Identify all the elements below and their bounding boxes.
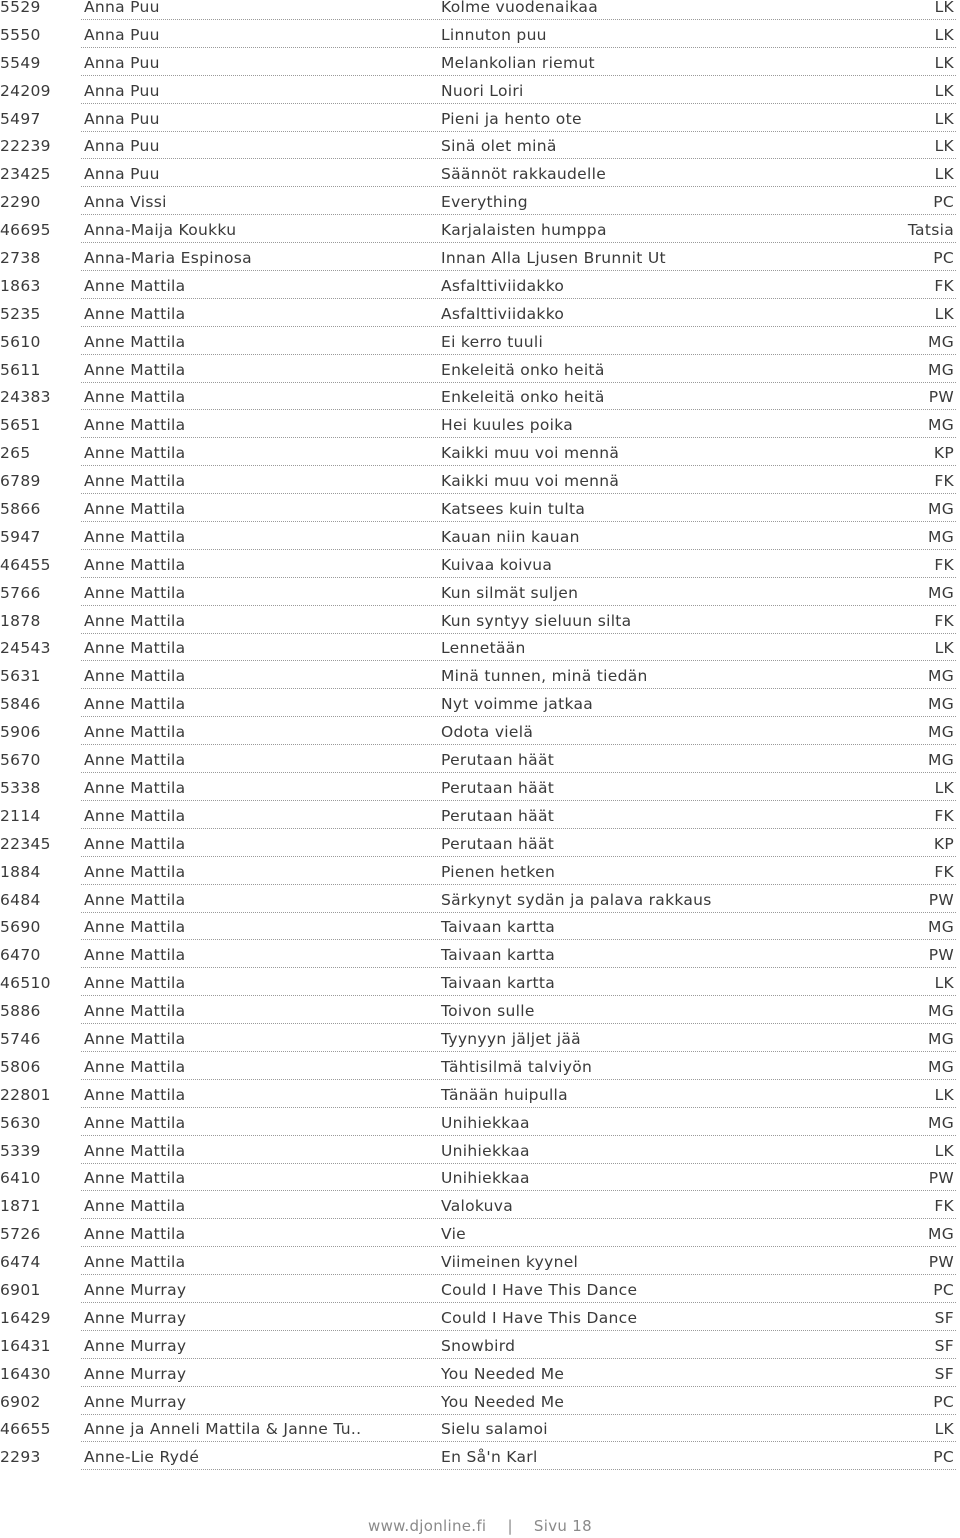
- song-title: Kuivaa koivua: [441, 555, 553, 574]
- artist-name: Anne Mattila: [84, 1113, 186, 1132]
- artist-name: Anne Mattila: [84, 1002, 186, 1021]
- table-row: [0, 1227, 960, 1255]
- song-title: Minä tunnen, minä tiedän: [441, 667, 648, 686]
- song-title: Sinä olet minä: [441, 137, 557, 156]
- table-row: [0, 474, 960, 502]
- format-code: FK: [934, 862, 954, 881]
- artist-name: Anna Puu: [84, 0, 160, 16]
- song-id: 24209: [0, 81, 51, 100]
- table-row: [0, 1255, 960, 1283]
- artist-name: Anne Murray: [84, 1280, 187, 1299]
- artist-name: Anna Puu: [84, 25, 160, 44]
- artist-name: Anne Mattila: [84, 416, 186, 435]
- format-code: LK: [934, 0, 954, 16]
- table-row: [0, 555, 960, 586]
- artist-name: Anne Mattila: [84, 946, 186, 965]
- song-id: 1871: [0, 1197, 41, 1216]
- song-id: 2114: [0, 806, 41, 825]
- song-id: 22801: [0, 1085, 51, 1104]
- song-title: Melankolian riemut: [441, 53, 595, 72]
- table-row: [0, 502, 960, 530]
- song-id: 24383: [0, 388, 51, 407]
- artist-name: Anne Mattila: [84, 332, 186, 351]
- table-row: [0, 778, 960, 809]
- song-id: 5549: [0, 53, 41, 72]
- song-id: 5610: [0, 332, 41, 351]
- table-row: [0, 976, 960, 1004]
- song-id: 5235: [0, 304, 41, 323]
- artist-name: Anne Mattila: [84, 695, 186, 714]
- artist-name: Anne Mattila: [84, 1029, 186, 1048]
- song-id: 6484: [0, 890, 41, 909]
- format-code: MG: [928, 583, 954, 602]
- table-row: [0, 1450, 960, 1478]
- song-title: Perutaan häät: [441, 751, 555, 770]
- artist-name: Anne Mattila: [84, 360, 186, 379]
- artist-name: Anne Murray: [84, 1364, 187, 1383]
- format-code: MG: [928, 1225, 954, 1244]
- artist-name: Anna Puu: [84, 109, 160, 128]
- table-row: [0, 669, 960, 697]
- format-code: MG: [928, 1029, 954, 1048]
- song-title: Särkynyt sydän ja palava rakkaus: [441, 890, 712, 909]
- table-row: [0, 1308, 960, 1339]
- artist-name: Anne Mattila: [84, 276, 186, 295]
- format-code: PC: [933, 1392, 954, 1411]
- format-code: PW: [928, 1253, 954, 1272]
- format-code: PW: [928, 388, 954, 407]
- table-row: [0, 0, 960, 28]
- song-id: 6789: [0, 472, 41, 491]
- song-title: Säännöt rakkaudelle: [441, 165, 607, 184]
- table-row: [0, 360, 960, 391]
- format-code: LK: [934, 1141, 954, 1160]
- artist-name: Anne ja Anneli Mattila & Janne Tu..: [84, 1420, 362, 1439]
- table-row: [0, 446, 960, 474]
- table-row: [0, 834, 960, 865]
- format-code: LK: [934, 304, 954, 323]
- song-id: 24543: [0, 639, 51, 658]
- song-title: Asfalttiviidakko: [441, 276, 565, 295]
- format-code: Tatsia: [907, 221, 954, 240]
- format-code: MG: [928, 332, 954, 351]
- song-title: Kun silmät suljen: [441, 583, 579, 602]
- song-title: Taivaan kartta: [441, 974, 556, 993]
- format-code: MG: [928, 527, 954, 546]
- song-id: 5339: [0, 1141, 41, 1160]
- song-title: Kaikki muu voi mennä: [441, 444, 620, 463]
- song-id: 5670: [0, 751, 41, 770]
- table-row: [0, 948, 960, 976]
- song-title: Unihiekkaa: [441, 1113, 530, 1132]
- artist-name: Anne Mattila: [84, 611, 186, 630]
- song-title: Nuori Loiri: [441, 81, 524, 100]
- song-id: 5338: [0, 778, 41, 797]
- song-title: Tyynyyn jäljet jää: [441, 1029, 581, 1048]
- table-row: [0, 611, 960, 642]
- table-row: [0, 418, 960, 446]
- table-row: [0, 920, 960, 948]
- artist-name: Anne Murray: [84, 1336, 187, 1355]
- format-code: LK: [934, 1420, 954, 1439]
- artist-name: Anne Mattila: [84, 806, 186, 825]
- song-title: Nyt voimme jatkaa: [441, 695, 594, 714]
- format-code: FK: [934, 555, 954, 574]
- song-id: 6474: [0, 1253, 41, 1272]
- format-code: SF: [934, 1336, 954, 1355]
- footer-separator: |: [507, 1517, 513, 1535]
- artist-name: Anne Mattila: [84, 1141, 186, 1160]
- song-title: Toivon sulle: [441, 1002, 535, 1021]
- song-title: You Needed Me: [441, 1392, 565, 1411]
- format-code: LK: [934, 778, 954, 797]
- artist-name: Anne-Lie Rydé: [84, 1448, 200, 1467]
- table-row: [0, 223, 960, 251]
- table-row: [0, 1336, 960, 1367]
- song-title: Perutaan häät: [441, 806, 555, 825]
- artist-name: Anne Mattila: [84, 723, 186, 742]
- artist-name: Anne Mattila: [84, 890, 186, 909]
- artist-name: Anne Mattila: [84, 918, 186, 937]
- artist-name: Anne Mattila: [84, 778, 186, 797]
- footer-page-number: Sivu 18: [533, 1517, 592, 1535]
- artist-name: Anne Mattila: [84, 388, 186, 407]
- table-row: [0, 1085, 960, 1116]
- song-title: Enkeleitä onko heitä: [441, 360, 605, 379]
- format-code: FK: [934, 472, 954, 491]
- page-footer: [0, 1517, 960, 1535]
- format-code: PW: [928, 890, 954, 909]
- artist-name: Anna Puu: [84, 81, 160, 100]
- artist-name: Anne Mattila: [84, 667, 186, 686]
- format-code: MG: [928, 751, 954, 770]
- artist-name: Anne Mattila: [84, 555, 186, 574]
- song-id: 5651: [0, 416, 41, 435]
- song-title: Kauan niin kauan: [441, 527, 580, 546]
- song-title: Pienen hetken: [441, 862, 556, 881]
- song-title: Everything: [441, 193, 528, 212]
- song-id: 23425: [0, 165, 51, 184]
- song-id: 5529: [0, 0, 41, 16]
- song-title: Tänään huipulla: [441, 1085, 568, 1104]
- format-code: PC: [933, 1280, 954, 1299]
- format-code: MG: [928, 1113, 954, 1132]
- format-code: MG: [928, 1002, 954, 1021]
- song-title: Kun syntyy sieluun silta: [441, 611, 632, 630]
- format-code: PC: [933, 1448, 954, 1467]
- song-title: Could I Have This Dance: [441, 1280, 638, 1299]
- song-title: Linnuton puu: [441, 25, 547, 44]
- table-row: [0, 1422, 960, 1450]
- song-title: Kolme vuodenaikaa: [441, 0, 599, 16]
- song-id: 6410: [0, 1169, 41, 1188]
- artist-name: Anna Puu: [84, 53, 160, 72]
- artist-name: Anne Mattila: [84, 472, 186, 491]
- song-id: 5766: [0, 583, 41, 602]
- song-title: You Needed Me: [441, 1364, 565, 1383]
- song-id: 6901: [0, 1280, 41, 1299]
- song-title: Karjalaisten humppa: [441, 221, 607, 240]
- artist-name: Anne Mattila: [84, 527, 186, 546]
- artist-name: Anne Mattila: [84, 444, 186, 463]
- song-title: Kaikki muu voi mennä: [441, 472, 620, 491]
- table-row: [0, 109, 960, 140]
- song-id: 22345: [0, 834, 51, 853]
- format-code: LK: [934, 53, 954, 72]
- table-row: [0, 890, 960, 921]
- table-row: [0, 1392, 960, 1423]
- song-title: Asfalttiviidakko: [441, 304, 565, 323]
- song-title: En Så'n Karl: [441, 1448, 538, 1467]
- song-title: Taivaan kartta: [441, 946, 556, 965]
- song-id: 2738: [0, 249, 41, 268]
- song-title: Tähtisilmä talviyön: [441, 1057, 593, 1076]
- song-id: 1863: [0, 276, 41, 295]
- format-code: FK: [934, 276, 954, 295]
- song-title: Katsees kuin tulta: [441, 500, 586, 519]
- song-id: 6470: [0, 946, 41, 965]
- format-code: PW: [928, 946, 954, 965]
- format-code: LK: [934, 81, 954, 100]
- artist-name: Anne Murray: [84, 1392, 187, 1411]
- song-id: 2293: [0, 1448, 41, 1467]
- song-id: 265: [0, 444, 31, 463]
- song-id: 5906: [0, 723, 41, 742]
- song-id: 1884: [0, 862, 41, 881]
- artist-name: Anne Mattila: [84, 500, 186, 519]
- song-id: 1878: [0, 611, 41, 630]
- artist-name: Anne Mattila: [84, 1253, 186, 1272]
- song-id: 5726: [0, 1225, 41, 1244]
- song-id: 5846: [0, 695, 41, 714]
- artist-name: Anne Mattila: [84, 974, 186, 993]
- song-title: Unihiekkaa: [441, 1169, 530, 1188]
- artist-name: Anne Mattila: [84, 1225, 186, 1244]
- format-code: MG: [928, 723, 954, 742]
- song-title: Viimeinen kyynel: [441, 1253, 579, 1272]
- format-code: MG: [928, 918, 954, 937]
- song-id: 16431: [0, 1336, 51, 1355]
- format-code: PW: [928, 1169, 954, 1188]
- table-row: [0, 1029, 960, 1060]
- song-id: 5497: [0, 109, 41, 128]
- table-row: [0, 725, 960, 753]
- song-title: Unihiekkaa: [441, 1141, 530, 1160]
- format-code: MG: [928, 416, 954, 435]
- song-title: Odota vielä: [441, 723, 534, 742]
- song-id: 2290: [0, 193, 41, 212]
- format-code: FK: [934, 611, 954, 630]
- artist-name: Anne Mattila: [84, 1169, 186, 1188]
- artist-name: Anne Mattila: [84, 862, 186, 881]
- artist-name: Anna-Maija Koukku: [84, 221, 237, 240]
- table-row: [0, 1171, 960, 1199]
- song-id: 5746: [0, 1029, 41, 1048]
- table-row: [0, 697, 960, 725]
- format-code: LK: [934, 165, 954, 184]
- song-title: Could I Have This Dance: [441, 1308, 638, 1327]
- table-row: [0, 1364, 960, 1395]
- song-id: 6902: [0, 1392, 41, 1411]
- table-row: [0, 583, 960, 614]
- format-code: MG: [928, 1057, 954, 1076]
- format-code: SF: [934, 1364, 954, 1383]
- song-title: Lennetään: [441, 639, 526, 658]
- artist-name: Anne Mattila: [84, 639, 186, 658]
- song-title: Sielu salamoi: [441, 1420, 548, 1439]
- artist-name: Anne Mattila: [84, 751, 186, 770]
- table-row: [0, 390, 960, 418]
- song-title: Taivaan kartta: [441, 918, 556, 937]
- artist-name: Anne Mattila: [84, 834, 186, 853]
- table-row: [0, 1280, 960, 1311]
- table-row: [0, 527, 960, 558]
- format-code: MG: [928, 667, 954, 686]
- format-code: MG: [928, 695, 954, 714]
- artist-name: Anne Mattila: [84, 304, 186, 323]
- song-title: Hei kuules poika: [441, 416, 574, 435]
- song-id: 16430: [0, 1364, 51, 1383]
- table-row: [0, 304, 960, 335]
- song-id: 5630: [0, 1113, 41, 1132]
- format-code: LK: [934, 1085, 954, 1104]
- song-title: Vie: [441, 1225, 467, 1244]
- table-row: [0, 1057, 960, 1088]
- format-code: LK: [934, 639, 954, 658]
- table-row: [0, 1113, 960, 1144]
- table-row: [0, 1004, 960, 1032]
- format-code: LK: [934, 109, 954, 128]
- format-code: LK: [934, 137, 954, 156]
- artist-name: Anna Puu: [84, 137, 160, 156]
- song-id: 16429: [0, 1308, 51, 1327]
- artist-name: Anna Vissi: [84, 193, 167, 212]
- song-title: Enkeleitä onko heitä: [441, 388, 605, 407]
- format-code: FK: [934, 806, 954, 825]
- format-code: MG: [928, 360, 954, 379]
- song-id: 46655: [0, 1420, 51, 1439]
- song-id: 5886: [0, 1002, 41, 1021]
- table-row: [0, 25, 960, 56]
- table-row: [0, 167, 960, 195]
- format-code: LK: [934, 25, 954, 44]
- song-title: Innan Alla Ljusen Brunnit Ut: [441, 249, 666, 268]
- format-code: KP: [933, 834, 954, 853]
- table-row: [0, 862, 960, 893]
- song-title: Pieni ja hento ote: [441, 109, 582, 128]
- table-row: [0, 276, 960, 307]
- song-id: 46455: [0, 555, 51, 574]
- table-row: [0, 332, 960, 363]
- format-code: SF: [934, 1308, 954, 1327]
- table-row: [0, 641, 960, 669]
- song-title: Ei kerro tuuli: [441, 332, 544, 351]
- song-id: 22239: [0, 137, 51, 156]
- table-row: [0, 806, 960, 837]
- format-code: FK: [934, 1197, 954, 1216]
- song-id: 5550: [0, 25, 41, 44]
- song-title: Perutaan häät: [441, 778, 555, 797]
- artist-name: Anne Murray: [84, 1308, 187, 1327]
- song-id: 46695: [0, 221, 51, 240]
- song-id: 5631: [0, 667, 41, 686]
- format-code: MG: [928, 500, 954, 519]
- song-id: 5806: [0, 1057, 41, 1076]
- table-row: [0, 1141, 960, 1172]
- table-row: [0, 81, 960, 112]
- table-row: [0, 251, 960, 279]
- table-row: [0, 753, 960, 781]
- footer-website-link[interactable]: www.djonline.fi: [368, 1517, 487, 1535]
- song-id: 5866: [0, 500, 41, 519]
- format-code: KP: [933, 444, 954, 463]
- format-code: PC: [933, 249, 954, 268]
- song-id: 5947: [0, 527, 41, 546]
- table-row: [0, 53, 960, 84]
- table-row: [0, 1199, 960, 1227]
- song-title: Valokuva: [441, 1197, 514, 1216]
- song-title: Snowbird: [441, 1336, 516, 1355]
- artist-name: Anne Mattila: [84, 1085, 186, 1104]
- song-id: 46510: [0, 974, 51, 993]
- song-title: Perutaan häät: [441, 834, 555, 853]
- format-code: PC: [933, 193, 954, 212]
- artist-name: Anna-Maria Espinosa: [84, 249, 252, 268]
- song-id: 5690: [0, 918, 41, 937]
- artist-name: Anne Mattila: [84, 1057, 186, 1076]
- artist-name: Anne Mattila: [84, 583, 186, 602]
- format-code: LK: [934, 974, 954, 993]
- table-row: [0, 195, 960, 223]
- table-row: [0, 139, 960, 167]
- artist-name: Anna Puu: [84, 165, 160, 184]
- song-id: 5611: [0, 360, 41, 379]
- artist-name: Anne Mattila: [84, 1197, 186, 1216]
